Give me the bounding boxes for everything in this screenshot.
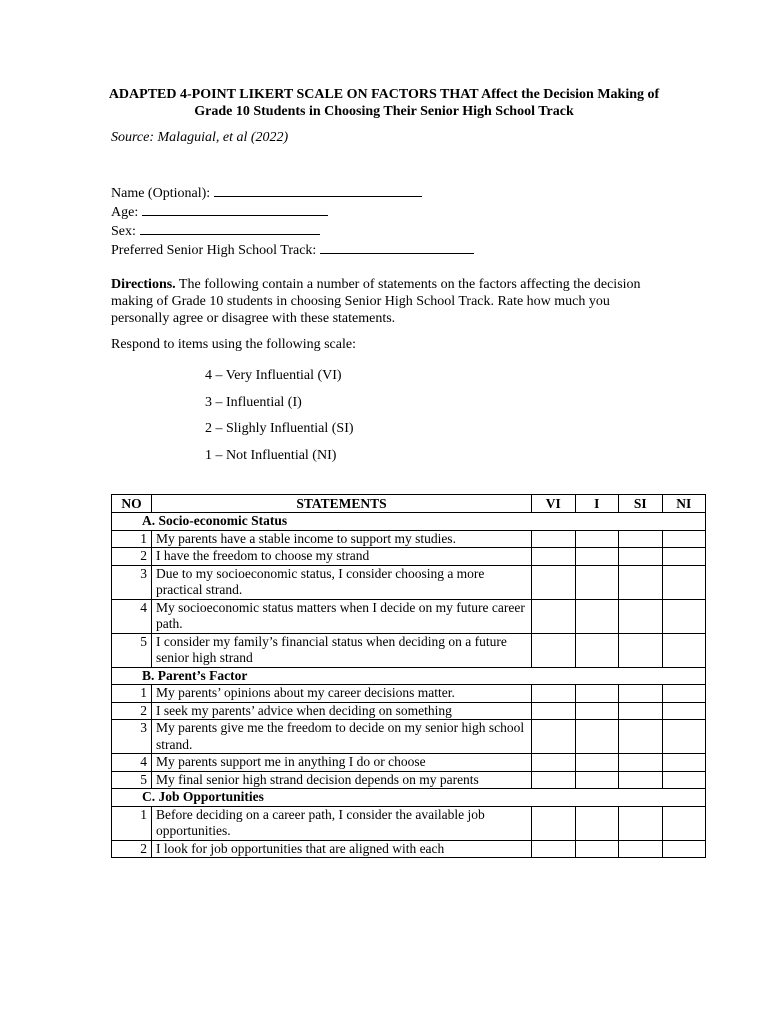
header-no: NO xyxy=(112,495,152,513)
item-statement: I consider my family’s financial status when deciding on a future senior high strand xyxy=(152,633,532,667)
rating-cell-si[interactable] xyxy=(619,771,663,789)
rating-cell-vi[interactable] xyxy=(532,806,576,840)
table-row xyxy=(112,840,706,858)
rating-cell-si[interactable] xyxy=(619,720,663,754)
preferred-track-blank-line[interactable] xyxy=(320,240,474,254)
section-title: C. Job Opportunities xyxy=(112,789,706,807)
rating-cell-vi[interactable] xyxy=(532,702,576,720)
likert-table xyxy=(111,494,706,858)
name-field-label: Name (Optional): xyxy=(111,186,211,201)
section-title: A. Socio-economic Status xyxy=(112,513,706,531)
rating-cell-si[interactable] xyxy=(619,548,663,566)
rating-cell-vi[interactable] xyxy=(532,771,576,789)
rating-cell-ni[interactable] xyxy=(662,754,706,772)
item-statement: I have the freedom to choose my strand xyxy=(152,548,532,566)
item-statement: My final senior high strand decision depends on my parents xyxy=(152,771,532,789)
section-row xyxy=(112,667,706,685)
rating-cell-vi[interactable] xyxy=(532,754,576,772)
item-number: 1 xyxy=(112,685,152,703)
source-citation: Source: Malaguial, et al (2022) xyxy=(111,130,289,145)
item-statement: Due to my socioeconomic status, I consider choosing a more practical strand. xyxy=(152,565,532,599)
table-row xyxy=(112,771,706,789)
rating-cell-ni[interactable] xyxy=(662,720,706,754)
directions-text: The following contain a number of statements on the factors affecting the decision making of Grade 10 students in choosing Senior High School Track. Rate how much you personally agree or disagree with these statements. xyxy=(111,277,641,326)
table-row xyxy=(112,565,706,599)
age-blank-line[interactable] xyxy=(142,202,328,216)
rating-cell-ni[interactable] xyxy=(662,806,706,840)
item-statement: I seek my parents’ advice when deciding on something xyxy=(152,702,532,720)
rating-cell-ni[interactable] xyxy=(662,633,706,667)
rating-cell-si[interactable] xyxy=(619,754,663,772)
scale-item-1: 1 – Not Influential (NI) xyxy=(205,447,337,463)
rating-cell-vi[interactable] xyxy=(532,633,576,667)
rating-cell-ni[interactable] xyxy=(662,530,706,548)
item-number: 2 xyxy=(112,840,152,858)
header-i: I xyxy=(575,495,619,513)
rating-cell-si[interactable] xyxy=(619,685,663,703)
rating-cell-si[interactable] xyxy=(619,702,663,720)
item-number: 2 xyxy=(112,548,152,566)
item-statement: My parents’ opinions about my career decisions matter. xyxy=(152,685,532,703)
rating-cell-si[interactable] xyxy=(619,530,663,548)
rating-cell-i[interactable] xyxy=(575,548,619,566)
rating-cell-i[interactable] xyxy=(575,806,619,840)
rating-cell-i[interactable] xyxy=(575,565,619,599)
table-row xyxy=(112,599,706,633)
header-statements: STATEMENTS xyxy=(152,495,532,513)
table-row xyxy=(112,633,706,667)
rating-cell-vi[interactable] xyxy=(532,565,576,599)
section-row xyxy=(112,789,706,807)
item-number: 1 xyxy=(112,806,152,840)
table-body xyxy=(112,513,706,858)
header-ni: NI xyxy=(662,495,706,513)
item-statement: My parents have a stable income to support my studies. xyxy=(152,530,532,548)
item-statement: My parents support me in anything I do or choose xyxy=(152,754,532,772)
age-field-label: Age: xyxy=(111,205,139,220)
rating-cell-ni[interactable] xyxy=(662,599,706,633)
rating-cell-si[interactable] xyxy=(619,840,663,858)
rating-cell-ni[interactable] xyxy=(662,565,706,599)
rating-cell-i[interactable] xyxy=(575,599,619,633)
table-row xyxy=(112,530,706,548)
sex-field[interactable] xyxy=(111,221,474,240)
rating-cell-vi[interactable] xyxy=(532,840,576,858)
section-row xyxy=(112,513,706,531)
table-row xyxy=(112,806,706,840)
rating-cell-vi[interactable] xyxy=(532,530,576,548)
item-number: 3 xyxy=(112,720,152,754)
item-number: 3 xyxy=(112,565,152,599)
rating-cell-i[interactable] xyxy=(575,702,619,720)
rating-cell-si[interactable] xyxy=(619,633,663,667)
item-number: 1 xyxy=(112,530,152,548)
table-row xyxy=(112,685,706,703)
rating-cell-si[interactable] xyxy=(619,565,663,599)
rating-cell-si[interactable] xyxy=(619,599,663,633)
rating-cell-vi[interactable] xyxy=(532,720,576,754)
rating-cell-vi[interactable] xyxy=(532,548,576,566)
table-row xyxy=(112,754,706,772)
sex-field-label: Sex: xyxy=(111,224,136,239)
name-field[interactable] xyxy=(111,183,474,202)
document-title: ADAPTED 4-POINT LIKERT SCALE ON FACTORS THAT Affect the Decision Making of Grade 10 Students in Choosing Their Senior High School Track xyxy=(108,87,660,119)
table-header-row xyxy=(112,495,706,513)
rating-cell-vi[interactable] xyxy=(532,685,576,703)
rating-cell-ni[interactable] xyxy=(662,702,706,720)
table-row xyxy=(112,720,706,754)
rating-cell-ni[interactable] xyxy=(662,840,706,858)
rating-cell-i[interactable] xyxy=(575,771,619,789)
rating-cell-si[interactable] xyxy=(619,806,663,840)
item-statement: I look for job opportunities that are aligned with each xyxy=(152,840,532,858)
item-statement: Before deciding on a career path, I consider the available job opportunities. xyxy=(152,806,532,840)
directions-paragraph xyxy=(111,276,661,327)
item-number: 4 xyxy=(112,599,152,633)
scale-item-2: 2 – Slighly Influential (SI) xyxy=(205,421,354,436)
item-number: 5 xyxy=(112,633,152,667)
header-vi: VI xyxy=(532,495,576,513)
table-row xyxy=(112,702,706,720)
preferred-track-label: Preferred Senior High School Track: xyxy=(111,243,317,258)
item-statement: My parents give me the freedom to decide on my senior high school strand. xyxy=(152,720,532,754)
rating-cell-i[interactable] xyxy=(575,840,619,858)
section-title: B. Parent’s Factor xyxy=(112,667,706,685)
table-row xyxy=(112,548,706,566)
rating-cell-i[interactable] xyxy=(575,720,619,754)
directions-label: Directions. xyxy=(111,277,176,292)
rating-cell-ni[interactable] xyxy=(662,548,706,566)
respond-instruction: Respond to items using the following scale: xyxy=(111,337,356,352)
rating-scale-legend xyxy=(205,363,354,469)
rating-cell-i[interactable] xyxy=(575,633,619,667)
name-blank-line[interactable] xyxy=(214,183,422,197)
item-statement: My socioeconomic status matters when I decide on my future career path. xyxy=(152,599,532,633)
scale-item-4: 4 – Very Influential (VI) xyxy=(205,368,342,383)
rating-cell-ni[interactable] xyxy=(662,685,706,703)
rating-cell-ni[interactable] xyxy=(662,771,706,789)
rating-cell-i[interactable] xyxy=(575,754,619,772)
preferred-track-field[interactable] xyxy=(111,240,474,259)
scale-item-3: 3 – Influential (I) xyxy=(205,394,302,410)
rating-cell-vi[interactable] xyxy=(532,599,576,633)
header-si: SI xyxy=(619,495,663,513)
rating-cell-i[interactable] xyxy=(575,685,619,703)
sex-blank-line[interactable] xyxy=(140,221,320,235)
respondent-fields xyxy=(111,183,474,259)
item-number: 4 xyxy=(112,754,152,772)
item-number: 5 xyxy=(112,771,152,789)
item-number: 2 xyxy=(112,702,152,720)
rating-cell-i[interactable] xyxy=(575,530,619,548)
age-field[interactable] xyxy=(111,202,474,221)
